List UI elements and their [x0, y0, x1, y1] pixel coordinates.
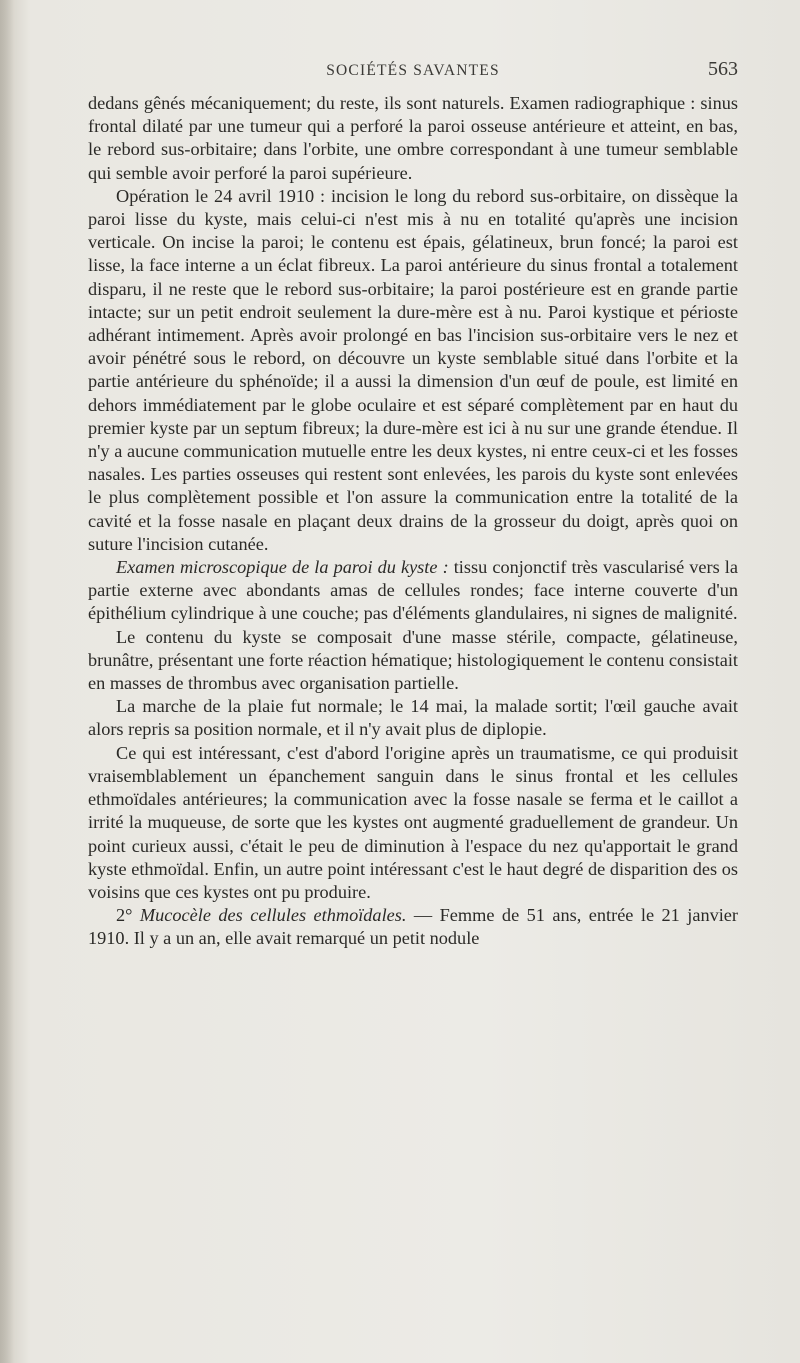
paragraph-operation: Opération le 24 avril 1910 : incision le long du rebord sus-orbitaire, on dissèque la paroi lisse du kyste, mais celui-ci n'est mis à nu en totalité qu'après une incision verticale. On incise la paroi; le contenu est épais, gélatineux, brun foncé; la paroi est lisse, la face interne a un éclat fibreux. La paroi antérieure du sinus frontal a totalement disparu, il ne reste que le rebord sus-orbitaire; la paroi postérieure est en grande partie intacte; sur un petit endroit seulement la dure-mère est à nu. Paroi kystique et périoste adhérant intimement. Après avoir prolongé en bas l'incision sus-orbitaire vers le nez et avoir pénétré sous le rebord, on découvre un kyste semblable situé dans l'orbite et la partie antérieure du sphénoïde; il a aussi la dimension d'un œuf de poule, est limité en dehors immédiatement par le globe oculaire et est séparé complètement par en haut du premier kyste par un septum fibreux; la dure-mère est ici à nu sur une grande étendue. Il n'y a aucune communication mutuelle entre les deux kystes, ni entre ceux-ci et les fosses nasales. Les parties osseuses qui restent sont enlevées, les parois du kyste sont enlevées le plus complètement possible et l'on assure la communication entre la totalité de la cavité et la fosse nasale en plaçant deux drains de la grosseur du doigt, après quoi on suture l'incision cutanée. [88, 185, 738, 554]
paragraph-outcome: La marche de la plaie fut normale; le 14 mai, la malade sortit; l'œil gauche avait alors repris sa position normale, et il n'y avait plus de diplopie. [88, 696, 738, 740]
running-header [88, 58, 738, 88]
paragraph-case-two [88, 904, 738, 950]
running-title: SOCIÉTÉS SAVANTES [326, 62, 500, 79]
microscopy-heading: Examen microscopique de la paroi du kyste : [116, 557, 449, 578]
case-two-text: — Femme de 51 ans, entrée le 21 janvier 1910. Il y a un an, elle avait remarqué un petit nodule [88, 905, 739, 949]
paragraph-discussion: Ce qui est intéressant, c'est d'abord l'origine après un traumatisme, ce qui produisit vraisemblablement un épanchement sanguin dans le sinus frontal et les cellules ethmoïdales antérieures; la communication avec la fosse nasale se ferma et le caillot a irrité la muqueuse, de sorte que les kystes ont augmenté graduellement de grandeur. Un point curieux aussi, c'était le peu de diminution à l'espace du nez qu'apportait le grand kyste ethmoïdal. Enfin, un autre point intéressant c'est le haut degré de disparition des os voisins que ces kystes ont pu produire. [88, 742, 738, 902]
page-number: 563 [708, 58, 738, 80]
paragraph-microscopy [88, 556, 738, 626]
paragraph-cyst-content: Le contenu du kyste se composait d'une masse stérile, compacte, gélatineuse, brunâtre, présentant une forte réaction hématique; histologiquement le contenu consistait en masses de thrombus avec organisation partielle. [88, 626, 738, 694]
case-two-heading: Mucocèle des cellules ethmoïdales. [139, 905, 407, 926]
page-gutter-shadow [0, 0, 14, 1363]
paragraph-radiography: dedans gênés mécaniquement; du reste, ils sont naturels. Examen radiographique : sinus frontal dilaté par une tumeur qui a perforé la paroi osseuse antérieure et atteint, en bas, le rebord sus-orbitaire; dans l'orbite, une ombre correspondant à une tumeur semblable qui semble avoir perforé la paroi supérieure. [88, 93, 738, 183]
case-number: 2° [116, 905, 133, 926]
microscopy-text: tissu conjonctif très vascularisé vers la partie externe avec abondants amas de cellules rondes; face interne couverte d'un épithélium cylindrique à une couche; pas d'éléments glandulaires, ni signes de malignité. [88, 557, 738, 624]
body-text [88, 92, 738, 951]
